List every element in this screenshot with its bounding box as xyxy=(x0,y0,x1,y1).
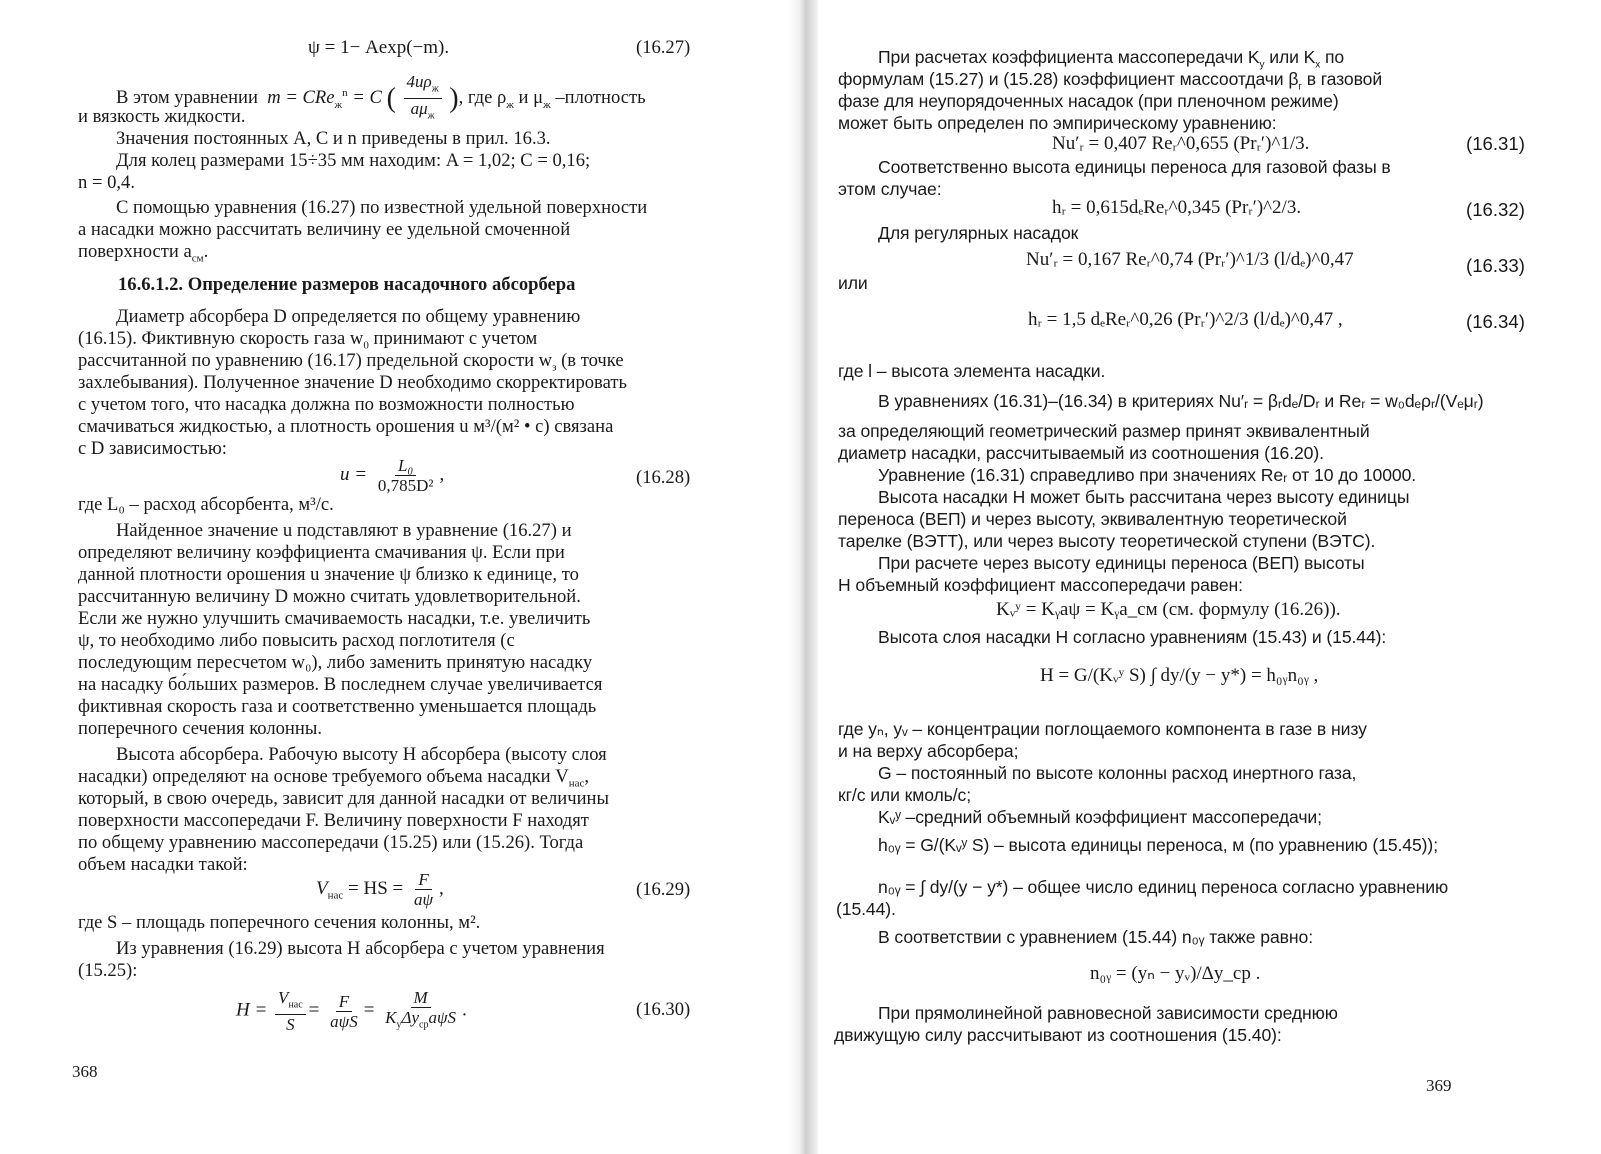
equation-16-32: hᵣ = 0,615dₑReᵣ^0,345 (Prᵣ′)^2/3. xyxy=(1052,197,1302,218)
equation-16-28: u = $\frac{\text{L₀}}{\text{0,785D²}}$ , xyxy=(340,456,445,495)
paragraph-line: H объемный коэффициент массопередачи равен: xyxy=(838,575,1243,595)
paragraph-line: фазе для неупорядоченных насадок (при пленочном режиме) xyxy=(838,91,1339,111)
paragraph-line: n = 0,4. xyxy=(78,172,135,193)
paragraph-line: переноса (ВЕП) и через высоту, эквивалентную теоретической xyxy=(838,509,1347,529)
equation-16-30: H = $\frac{V_{нас}}{S}$ = $\frac{F}{\text{aψS}}$ = $\frac{M}{K_y\Delta y_{ср}a\psi S}$ . xyxy=(236,988,467,1035)
paragraph-line: ψ, то необходимо либо повысить расход поглотителя (с xyxy=(78,630,515,651)
paragraph-line: захлебывания). Полученное значение D необходимо скорректировать xyxy=(78,372,627,393)
paragraph-line: (16.15). Фиктивную скорость газа $w_0$ принимают с учетом xyxy=(78,328,538,352)
paragraph-line: насадки) определяют на основе требуемого объема насадки $V_{нас}$, xyxy=(78,766,590,790)
paragraph-line: где l – высота элемента насадки. xyxy=(838,361,1106,381)
paragraph-line: Найденное значение u подставляют в уравнение (16.27) и xyxy=(116,520,572,541)
paragraph-line: по общему уравнению массопередачи (15.25) или (15.26). Тогда xyxy=(78,832,584,853)
equation-kyv: Kᵥʸ = Kᵧaψ = Kᵧa_см (см. формулу (16.26)). xyxy=(996,599,1341,620)
equation-16-34: hᵣ = 1,5 dₑReᵣ^0,26 (Prᵣ′)^2/3 (l/dₑ)^0,47 , xyxy=(1028,309,1343,330)
paragraph-line: Соответственно высота единицы переноса для газовой фазы в xyxy=(878,157,1391,177)
paragraph-line: смачиваться жидкостью, а плотность орошения u м³/(м² • с) связана xyxy=(78,416,614,437)
paragraph-line: Для колец размерами 15÷35 мм находим: A = 1,02; C = 0,16; xyxy=(116,150,591,171)
paragraph-line: за определяющий геометрический размер принят эквивалентный xyxy=(838,421,1370,441)
paragraph-line: и на верху абсорбера; xyxy=(838,741,1019,761)
paragraph-line: Диаметр абсорбера D определяется по общему уравнению xyxy=(116,306,581,327)
paragraph-line: a насадки можно рассчитать величину ее удельной смоченной xyxy=(78,219,571,240)
paragraph-line: или xyxy=(838,273,868,293)
paragraph-line: Значения постоянных A, C и n приведены в прил. 16.3. xyxy=(116,128,551,149)
page-number: 369 xyxy=(1426,1076,1452,1095)
equation-number-16-33: (16.33) xyxy=(1466,255,1525,276)
section-heading: 16.6.1.2. Определение размеров насадочного абсорбера xyxy=(118,274,576,295)
paragraph-line: В уравнениях (16.31)–(16.34) в критериях Nu′ᵣ = βᵣdₑ/Dᵣ и Reᵣ = w₀dₑρᵣ/(Vₑμᵣ) xyxy=(878,391,1484,411)
paragraph-line: фиктивная скорость газа и соответственно уменьшается площадь xyxy=(78,696,597,717)
paragraph-line: где S – площадь поперечного сечения колонны, м². xyxy=(78,912,481,933)
paragraph-line: При расчете через высоту единицы переноса (ВЕП) высоты xyxy=(878,553,1365,573)
paragraph-line: данной плотности орошения u значение ψ близко к единице, то xyxy=(78,564,579,585)
paragraph-line: h₀ᵧ = G/(Kᵥʸ S) – высота единицы переноса, м (по уравнению (15.45)); xyxy=(878,835,1438,855)
equation-16-31: Nu′ᵣ = 0,407 Reᵣ^0,655 (Prᵣ′)^1/3. xyxy=(1052,133,1310,154)
equation-16-33: Nu′ᵣ = 0,167 Reᵣ^0,74 (Prᵣ′)^1/3 (l/dₑ)^0,47 xyxy=(1026,249,1354,270)
paragraph-line: движущую силу рассчитывают из соотношения (15.40): xyxy=(834,1025,1282,1045)
paragraph-line: формулам (15.27) и (15.28) коэффициент массоотдачи $\beta_г$ в газовой xyxy=(838,69,1383,93)
paragraph-line: При прямолинейной равновесной зависимости среднюю xyxy=(878,1003,1338,1023)
equation-n0y: n₀ᵧ = (yₙ − yᵥ)/Δy_ср . xyxy=(1090,963,1261,984)
paragraph-line: с D зависимостью: xyxy=(78,438,227,459)
equation-number-16-27: (16.27) xyxy=(636,37,691,58)
paragraph-line: Высота абсорбера. Рабочую высоту H абсорбера (высоту слоя xyxy=(116,744,607,765)
paragraph-line: При расчетах коэффициента массопередачи $K_y$ или $K_x$ по xyxy=(878,47,1345,71)
paragraph-line: поверхности $a_{см}$. xyxy=(78,241,209,265)
paragraph-line: определяют величину коэффициента смачивания ψ. Если при xyxy=(78,542,565,563)
right-page-369 xyxy=(790,0,1601,1154)
paragraph-line: В этом уравнении m = CRe$_ж^n$ = C ( $\frac{4u\rho_ж}{a\mu_ж}$ ), где $\rho_ж$ и $\mu_ж$ –плотность xyxy=(116,72,646,126)
paragraph-line: объем насадки такой: xyxy=(78,854,248,875)
paragraph-line: с учетом того, что насадка должна по возможности полностью xyxy=(78,394,575,415)
paragraph-line: В соответствии с уравнением (15.44) n₀ᵧ также равно: xyxy=(878,927,1313,947)
equation-16-29: $V_{нас}$ = HS = $\frac{F}{a\psi}$ , xyxy=(316,870,444,909)
equation-number-16-28: (16.28) xyxy=(636,467,691,488)
paragraph-line: который, в свою очередь, зависит для данной насадки от величины xyxy=(78,788,609,809)
equation-number-16-32: (16.32) xyxy=(1466,199,1525,220)
paragraph-line: Высота насадки H может быть рассчитана через высоту единицы xyxy=(878,487,1410,507)
paragraph-line: Уравнение (16.31) справедливо при значениях Reᵣ от 10 до 10000. xyxy=(878,465,1417,485)
paragraph-line: Для регулярных насадок xyxy=(878,223,1079,243)
equation-number-16-34: (16.34) xyxy=(1466,311,1525,332)
paragraph-line: Высота слоя насадки H согласно уравнениям (15.43) и (15.44): xyxy=(878,627,1387,647)
paragraph-line: тарелке (ВЭТТ), или через высоту теоретической ступени (ВЭТС). xyxy=(838,531,1376,551)
equation-number-16-30: (16.30) xyxy=(636,999,691,1020)
paragraph-line: где L₀ – расход абсорбента, м³/с. xyxy=(78,494,334,515)
paragraph-line: где yₙ, yᵥ – концентрации поглощаемого компонента в газе в низу xyxy=(838,719,1367,739)
equation-number-16-31: (16.31) xyxy=(1466,133,1525,154)
paragraph-line: кг/с или кмоль/с; xyxy=(838,785,971,805)
equation-number-16-29: (16.29) xyxy=(636,879,691,900)
paragraph-line: Kᵥʸ –средний объемный коэффициент массопередачи; xyxy=(878,807,1322,827)
page-number: 368 xyxy=(72,1062,98,1081)
paragraph-line: G – постоянный по высоте колонны расход инертного газа, xyxy=(878,763,1357,783)
paragraph-line: рассчитанной по уравнению (16.17) предельной скорости $w_з$ (в точке xyxy=(78,350,624,374)
paragraph-line: рассчитанную величину D можно считать удовлетворительной. xyxy=(78,586,581,607)
paragraph-line: поперечного сечения колонны. xyxy=(78,718,322,739)
paragraph-line: диаметр насадки, рассчитываемый из соотношения (16.20). xyxy=(838,443,1324,463)
paragraph-line: на насадку бо́льших размеров. В последнем случае увеличивается xyxy=(78,674,603,695)
paragraph-line: поверхности массопередачи F. Величину поверхности F находят xyxy=(78,810,589,831)
paragraph-line: и вязкость жидкости. xyxy=(78,106,246,127)
paragraph-line: этом случае: xyxy=(838,179,942,199)
left-page-368 xyxy=(0,0,790,1154)
equation-H-integral: H = G/(Kᵥʸ S) ∫ dy/(y − y*) = h₀ᵧn₀ᵧ , xyxy=(1040,665,1319,686)
fraction-4u-rho-over-a-mu: $\frac{4u\rho_ж}{a\mu_ж}$ xyxy=(404,72,442,126)
paragraph-line: n₀ᵧ = ∫ dy/(y − y*) – общее число единиц переноса согласно уравнению xyxy=(878,877,1449,897)
paragraph-line: (15.44). xyxy=(836,899,896,919)
paragraph-line: последующим пересчетом w₀), либо заменить принятую насадку xyxy=(78,652,593,673)
paragraph-line: (15.25): xyxy=(78,960,138,981)
equation-16-27: ψ = 1− Aexp(−m). xyxy=(308,37,450,58)
paragraph-line: Если же нужно улучшить смачиваемость насадки, т.е. увеличить xyxy=(78,608,591,629)
paragraph-line: Из уравнения (16.29) высота H абсорбера с учетом уравнения xyxy=(116,938,605,959)
paragraph-line: может быть определен по эмпирическому уравнению: xyxy=(838,113,1277,133)
paragraph-line: С помощью уравнения (16.27) по известной удельной поверхности xyxy=(116,197,648,218)
